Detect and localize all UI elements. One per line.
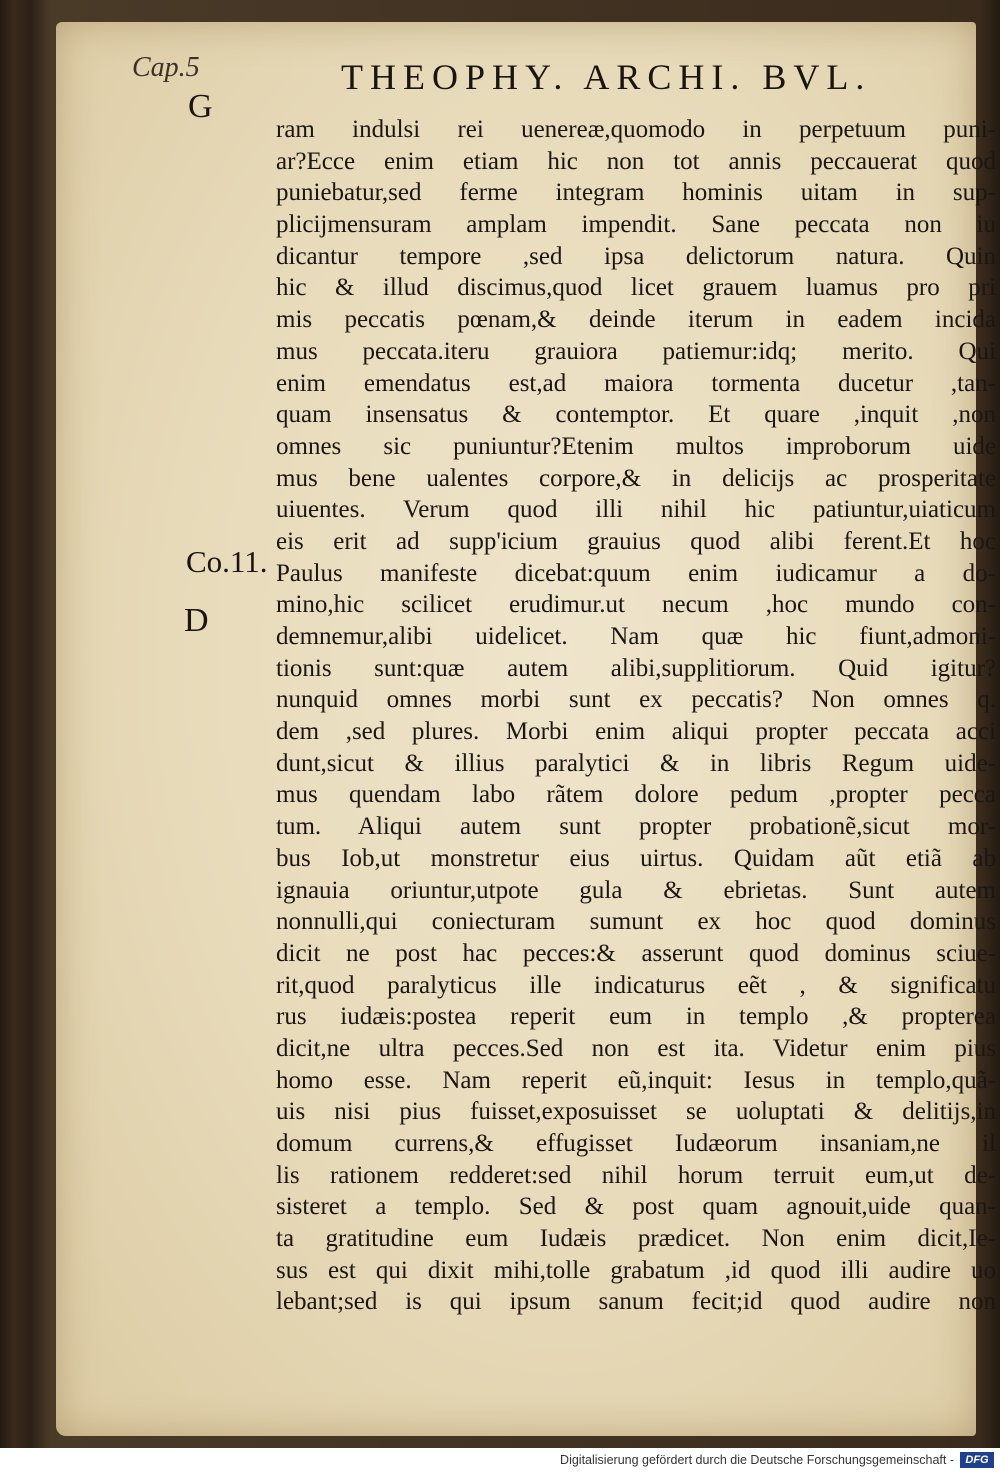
- text-line: demnemur,alibi uidelicet. Nam quæ hic fiunt,admoni-: [276, 623, 996, 650]
- text-line: rus iudæis:postea reperit eum in templo ,& propterea: [276, 1003, 996, 1031]
- text-line: mis peccatis pœnam,& deinde iterum in eadem incida: [276, 306, 996, 334]
- text-line: mus peccata.iteru grauiora patiemur:idq; merito. Qui: [276, 337, 996, 365]
- text-line: uis nisi pius fuisset,exposuisset se uoluptati & delitijs,in: [276, 1098, 996, 1126]
- text-line: homo esse. Nam reperit eũ,inquit: Iesus in templo,quã-: [276, 1066, 996, 1094]
- text-line: hic & illud discimus,quod licet grauem luamus pro pri: [276, 274, 996, 302]
- text-line: dicit,ne ultra pecces.Sed non est ita. Videtur enim pius: [276, 1034, 996, 1062]
- text-line: enim emendatus est,ad maiora tormenta ducetur ,tan-: [276, 369, 996, 397]
- text-line: mus quendam labo rãtem dolore pedum ,propter pecca: [276, 781, 996, 809]
- text-line: eis erit ad supp'icium grauius quod alibi ferent.Et hoc: [276, 527, 996, 555]
- body-text: [276, 114, 996, 1318]
- text-line: mus bene ualentes corpore,& in delicijs ac prosperitate: [276, 464, 996, 492]
- margin-letter-d: D: [184, 602, 209, 639]
- text-line: bus Iob,ut monstretur eius uirtus. Quidam aũt etiã ab: [276, 844, 996, 872]
- text-line: uiuentes. Verum quod illi nihil hic patiuntur,uiaticum: [276, 496, 996, 524]
- funding-credit: Digitalisierung gefördert durch die Deutsche Forschungsgemeinschaft -: [560, 1453, 954, 1467]
- text-line: lebant;sed is qui ipsum sanum fecit;id quod audire non: [276, 1288, 996, 1316]
- text-line: lis rationem redderet:sed nihil horum terruit eum,ut de-: [276, 1161, 996, 1189]
- dfg-logo-icon: DFG: [960, 1452, 994, 1468]
- text-line: ram indulsi rei uenereæ,quomodo in perpetuum puni-: [276, 116, 996, 143]
- text-line: dicit ne post hac pecces:& asserunt quod dominus sciue-: [276, 939, 996, 967]
- margin-letter-g: G: [188, 88, 213, 125]
- footer-bar: [0, 1448, 1000, 1474]
- text-line: quam insensatus & contemptor. Et quare ,inquit ,non: [276, 401, 996, 429]
- margin-note-reference: Co.11.: [186, 544, 268, 579]
- text-line: sus est qui dixit mihi,tolle grabatum ,id quod illi audire uo: [276, 1256, 996, 1284]
- text-line: puniebatur,sed ferme integram hominis uitam in sup-: [276, 179, 996, 207]
- text-line: Paulus manifeste dicebat:quum enim iudicamur a do-: [276, 559, 996, 587]
- text-line: sisteret a templo. Sed & post quam agnouit,uide quan-: [276, 1193, 996, 1221]
- text-line: dicantur tempore ,sed ipsa delictorum natura. Quin: [276, 242, 996, 270]
- text-line: dem ,sed plures. Morbi enim aliqui propter peccata acci: [276, 718, 996, 746]
- text-line: dunt,sicut & illius paralytici & in libris Regum uide-: [276, 749, 996, 777]
- text-line: plicijmensuram amplam impendit. Sane peccata non iu: [276, 211, 996, 239]
- text-line: nonnulli,qui coniecturam sumunt ex hoc quod dominus: [276, 908, 996, 936]
- text-line: tionis sunt:quæ autem alibi,supplitiorum. Quid igitur?: [276, 654, 996, 682]
- text-line: tum. Aliqui autem sunt propter probationẽ,sicut mor-: [276, 813, 996, 841]
- text-line: ta gratitudine eum Iudæis prædicet. Non enim dicit,Ie-: [276, 1225, 996, 1253]
- text-line: omnes sic puniuntur?Etenim multos improborum uide: [276, 432, 996, 460]
- text-line: nunquid omnes morbi sunt ex peccatis? Non omnes q.: [276, 686, 996, 714]
- running-head: THEOPHY. ARCHI. BVL.: [341, 57, 872, 97]
- text-line: ignauia oriuntur,utpote gula & ebrietas. Sunt autem: [276, 876, 996, 904]
- chapter-mark: Cap.5: [132, 52, 200, 83]
- book-page: [56, 22, 996, 1436]
- text-line: mino,hic scilicet erudimur.ut necum ,hoc mundo con-: [276, 591, 996, 619]
- text-line: rit,quod paralyticus ille indicaturus eẽt , & significatu: [276, 971, 996, 999]
- text-line: domum currens,& effugisset Iudæorum insaniam,ne il: [276, 1130, 996, 1157]
- text-line: ar?Ecce enim etiam hic non tot annis peccauerat quod: [276, 147, 996, 175]
